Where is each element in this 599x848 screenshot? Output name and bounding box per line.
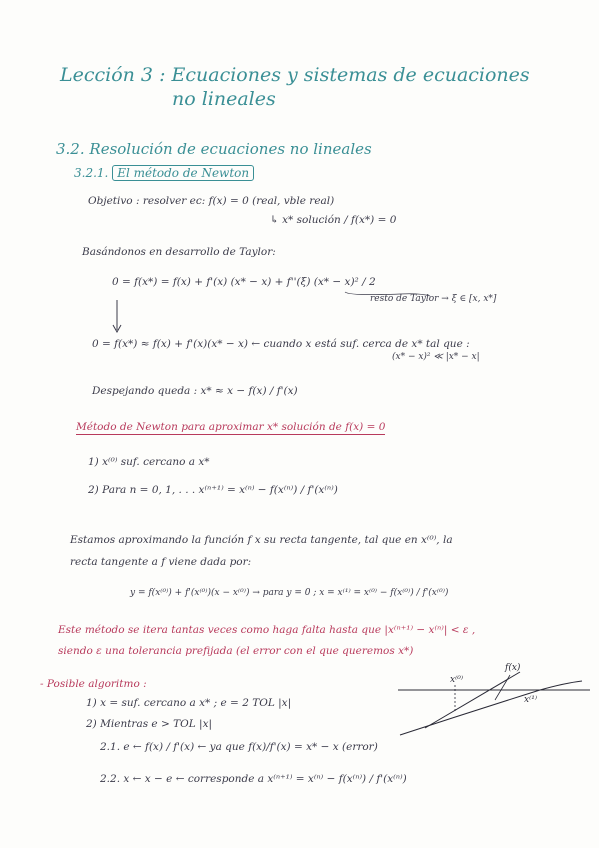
algorithm-step-2-2: 2.2. x ← x − e ← corresponde a x⁽ⁿ⁺¹⁾ = x⁽ⁿ⁾ − f(x⁽ⁿ⁾) / f'(x⁽ⁿ⁾) <box>100 773 407 785</box>
lesson-title-line1: Lección 3 : Ecuaciones y sistemas de ecuaciones <box>60 64 530 86</box>
tangent-line1: Estamos aproximando la función f x su recta tangente, tal que en x⁽⁰⁾, la <box>70 534 453 546</box>
approximation-line2: (x* − x)² ≪ |x* − x| <box>392 352 480 362</box>
sketch-label-x0: x⁽⁰⁾ <box>450 675 464 685</box>
tangent-line2: recta tangente a f viene dada por: <box>70 556 252 568</box>
approximation-line1: 0 = f(x*) ≈ f(x) + f'(x)(x* − x) ← cuando x está suf. cerca de x* tal que : <box>92 338 470 350</box>
step-2: 2) Para n = 0, 1, . . . x⁽ⁿ⁺¹⁾ = x⁽ⁿ⁾ − f(x⁽ⁿ⁾) / f'(x⁽ⁿ⁾) <box>88 484 338 496</box>
sketch-fx-pointer <box>495 675 510 700</box>
section-number: 3.2. <box>56 140 85 158</box>
remainder-brace <box>345 292 430 296</box>
tangent-sketch <box>398 662 590 735</box>
algorithm-step-1: 1) x = suf. cercano a x* ; e = 2 TOL |x| <box>86 697 292 709</box>
objective-line1: Objetivo : resolver ec: f(x) = 0 (real, vble real) <box>88 195 335 207</box>
algorithm-step-2-1: 2.1. e ← f(x) / f'(x) ← ya que f(x)/f'(x) = x* − x (error) <box>100 741 378 753</box>
taylor-equation: 0 = f(x*) = f(x) + f'(x) (x* − x) + f''(ξ) (x* − x)² / 2 <box>112 276 376 288</box>
newton-method-heading: Método de Newton para aproximar x* solución de f(x) = 0 <box>76 421 386 433</box>
algorithm-step-2: 2) Mientras e > TOL |x| <box>86 718 213 730</box>
subsection-name: El método de Newton <box>112 165 254 181</box>
section-name: Resolución de ecuaciones no lineales <box>89 140 372 158</box>
sketch-label-fx: f(x) <box>505 663 521 673</box>
taylor-basis-text: Basándonos en desarrollo de Taylor: <box>82 246 276 258</box>
algorithm-heading: - Posible algoritmo : <box>40 678 147 690</box>
solving-result: Despejando queda : x* ≈ x − f(x) / f'(x) <box>92 385 298 397</box>
sketch-tangent-line <box>425 672 520 728</box>
objective-line2: ↳ x* solución / f(x*) = 0 <box>270 214 397 226</box>
sketch-label-x1: x⁽¹⁾ <box>524 695 538 705</box>
taylor-remainder: resto de Taylor → ξ ∈ [x, x*] <box>370 294 497 304</box>
lesson-title-line2: no lineales <box>172 88 276 110</box>
subsection-number: 3.2.1. <box>74 166 109 180</box>
down-arrow-icon <box>113 300 121 332</box>
iteration-note-line1: Este método se itera tantas veces como haga falta hasta que |x⁽ⁿ⁺¹⁾ − x⁽ⁿ⁾| < ε , <box>58 624 476 636</box>
tangent-equation: y = f(x⁽⁰⁾) + f'(x⁽⁰⁾)(x − x⁽⁰⁾) → para y = 0 ; x = x⁽¹⁾ = x⁽⁰⁾ − f(x⁽⁰⁾) / f'(x⁽⁰⁾) <box>130 588 449 598</box>
step-1: 1) x⁽⁰⁾ suf. cercano a x* <box>88 456 210 468</box>
iteration-note-line2: siendo ε una tolerancia prefijada (el error con el que queremos x*) <box>58 645 414 657</box>
